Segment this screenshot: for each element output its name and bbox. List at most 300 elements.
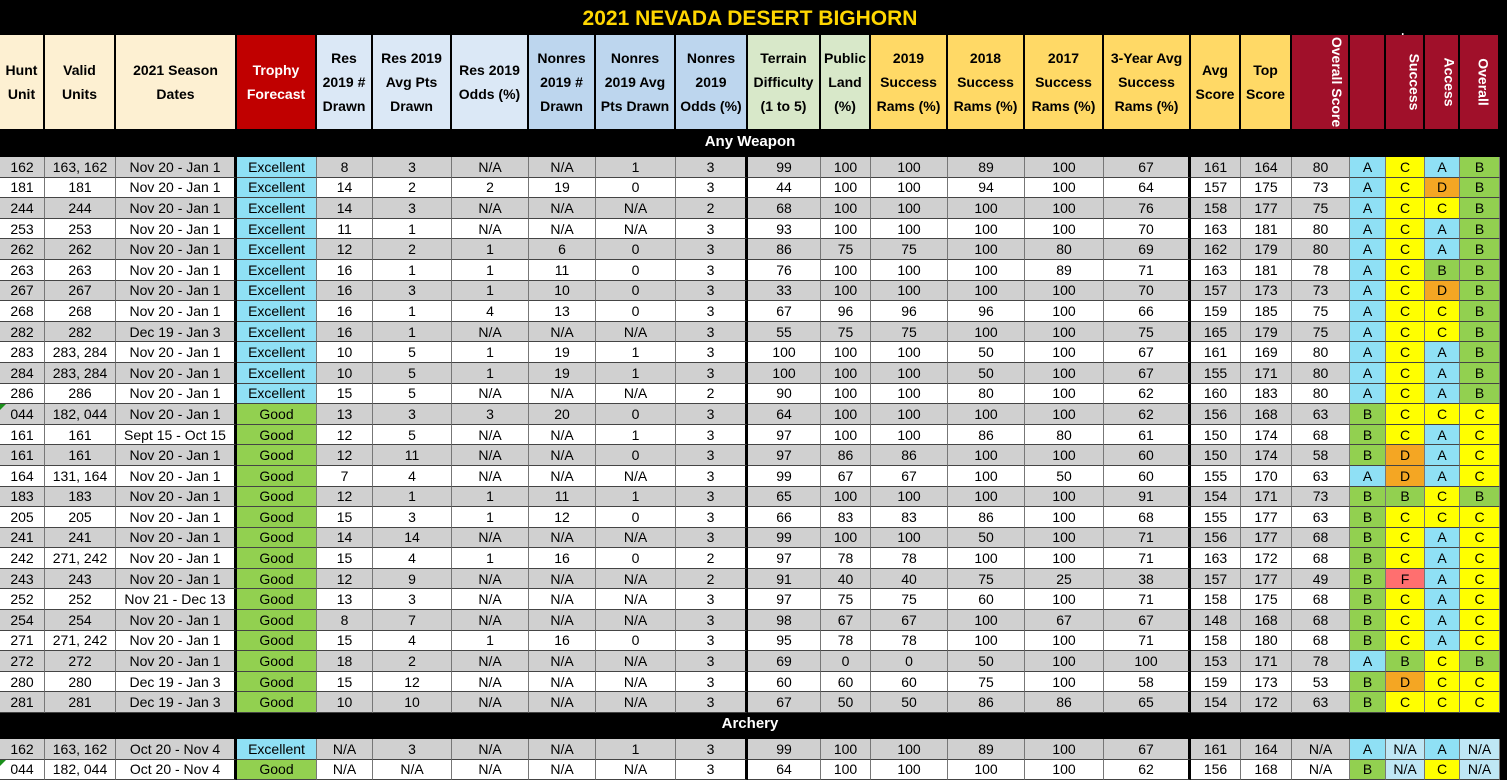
table-cell: 86 xyxy=(871,445,948,466)
header-avg-score: Avg Score xyxy=(1191,35,1241,131)
table-cell: D xyxy=(1386,445,1425,466)
table-cell: 16 xyxy=(317,301,373,322)
table-cell: 5 xyxy=(373,384,452,405)
table-cell: A xyxy=(1425,610,1460,631)
table-cell: 100 xyxy=(871,739,948,760)
table-cell: 100 xyxy=(821,363,871,384)
table-cell: N/A xyxy=(529,445,596,466)
header-success xyxy=(1386,35,1425,131)
table-cell: 67 xyxy=(1104,363,1191,384)
table-cell: 100 xyxy=(821,342,871,363)
table-cell: 164 xyxy=(1241,739,1292,760)
table-cell: 73 xyxy=(1292,281,1350,302)
table-cell: 38 xyxy=(1104,569,1191,590)
table-cell: 272 xyxy=(0,651,45,672)
table-cell: N/A xyxy=(596,219,676,240)
table-cell: N/A xyxy=(529,198,596,219)
table-cell: 283 xyxy=(0,342,45,363)
table-cell: 162 xyxy=(0,739,45,760)
table-cell: 63 xyxy=(1292,692,1350,713)
table-cell: 158 xyxy=(1191,631,1241,652)
table-cell: 67 xyxy=(871,466,948,487)
table-cell: 100 xyxy=(1025,528,1104,549)
table-cell: 163, 162 xyxy=(45,157,116,178)
table-cell: Good xyxy=(237,487,317,508)
table-cell: 1 xyxy=(452,342,529,363)
table-cell: Good xyxy=(237,760,317,780)
table-cell: C xyxy=(1425,507,1460,528)
table-cell: B xyxy=(1460,178,1500,199)
table-cell: 150 xyxy=(1191,445,1241,466)
table-cell: Excellent xyxy=(237,198,317,219)
table-cell: 80 xyxy=(1292,363,1350,384)
table-cell: 3 xyxy=(452,404,529,425)
table-cell: 80 xyxy=(1025,239,1104,260)
table-cell: Excellent xyxy=(237,322,317,343)
table-cell: 1 xyxy=(373,487,452,508)
table-cell: 25 xyxy=(1025,569,1104,590)
table-cell: 2 xyxy=(676,548,748,569)
table-cell: Excellent xyxy=(237,178,317,199)
table-cell: C xyxy=(1460,548,1500,569)
table-cell: 3 xyxy=(676,425,748,446)
table-cell: 20 xyxy=(529,404,596,425)
table-cell: 286 xyxy=(45,384,116,405)
table-cell: 100 xyxy=(948,487,1025,508)
table-cell: 60 xyxy=(821,672,871,693)
table-cell: 177 xyxy=(1241,507,1292,528)
table-cell: Good xyxy=(237,651,317,672)
table-cell: 100 xyxy=(948,239,1025,260)
table-cell: 100 xyxy=(948,760,1025,780)
table-cell: 67 xyxy=(1104,342,1191,363)
table-cell: 182, 044 xyxy=(45,760,116,780)
table-cell: 163 xyxy=(1191,260,1241,281)
table-cell: 100 xyxy=(948,322,1025,343)
table-cell: 168 xyxy=(1241,760,1292,780)
table-cell: 68 xyxy=(748,198,821,219)
table-cell: 68 xyxy=(1292,528,1350,549)
table-cell: Nov 20 - Jan 1 xyxy=(116,342,237,363)
table-cell: 100 xyxy=(1025,631,1104,652)
table-cell: 64 xyxy=(748,404,821,425)
table-cell: B xyxy=(1460,157,1500,178)
table-cell: 2 xyxy=(676,384,748,405)
table-cell: A xyxy=(1425,384,1460,405)
table-cell: 100 xyxy=(1025,157,1104,178)
table-cell: B xyxy=(1350,692,1386,713)
table-cell: 100 xyxy=(948,281,1025,302)
table-cell: 100 xyxy=(1025,384,1104,405)
table-cell: 4 xyxy=(373,631,452,652)
table-cell: 78 xyxy=(821,548,871,569)
table-cell: 15 xyxy=(317,384,373,405)
header-overall-label: Overall xyxy=(1475,58,1492,106)
table-cell: 3 xyxy=(373,198,452,219)
table-cell: 6 xyxy=(529,239,596,260)
table-cell: 67 xyxy=(1025,610,1104,631)
table-row xyxy=(0,631,1500,652)
table-row xyxy=(0,404,1500,425)
table-cell: 65 xyxy=(748,487,821,508)
table-cell: 4 xyxy=(373,466,452,487)
table-cell: 5 xyxy=(373,425,452,446)
table-cell: 14 xyxy=(317,198,373,219)
table-cell: 15 xyxy=(317,507,373,528)
table-cell: 75 xyxy=(871,239,948,260)
table-cell: 100 xyxy=(821,425,871,446)
table-cell: Good xyxy=(237,445,317,466)
table-cell: 179 xyxy=(1241,322,1292,343)
table-cell: 15 xyxy=(317,548,373,569)
table-cell: 96 xyxy=(871,301,948,322)
table-cell: C xyxy=(1425,672,1460,693)
table-row xyxy=(0,198,1500,219)
table-cell: 169 xyxy=(1241,342,1292,363)
table-cell: 16 xyxy=(529,548,596,569)
table-cell: 75 xyxy=(1104,322,1191,343)
table-cell: A xyxy=(1350,157,1386,178)
table-cell: 100 xyxy=(871,363,948,384)
table-cell: C xyxy=(1460,631,1500,652)
table-cell: 49 xyxy=(1292,569,1350,590)
table-cell: 50 xyxy=(821,692,871,713)
table-cell: 156 xyxy=(1191,528,1241,549)
table-cell: 86 xyxy=(1025,692,1104,713)
table-cell: 12 xyxy=(317,487,373,508)
table-cell: 161 xyxy=(45,425,116,446)
table-cell: 267 xyxy=(45,281,116,302)
table-cell: 67 xyxy=(1104,157,1191,178)
table-row xyxy=(0,219,1500,240)
table-cell: N/A xyxy=(1460,760,1500,780)
table-cell: 69 xyxy=(1104,239,1191,260)
table-cell: 83 xyxy=(821,507,871,528)
table-cell: 78 xyxy=(1292,260,1350,281)
table-cell: Good xyxy=(237,425,317,446)
table-cell: 68 xyxy=(1292,425,1350,446)
table-cell: 280 xyxy=(45,672,116,693)
table-cell: 3 xyxy=(676,692,748,713)
table-cell: Good xyxy=(237,528,317,549)
header-success-2019: 2019 Success Rams (%) xyxy=(871,35,948,131)
table-cell: 75 xyxy=(821,322,871,343)
table-cell: B xyxy=(1460,281,1500,302)
table-cell: 100 xyxy=(1025,219,1104,240)
table-cell: Nov 20 - Jan 1 xyxy=(116,651,237,672)
table-cell: 78 xyxy=(1292,651,1350,672)
table-cell: Good xyxy=(237,507,317,528)
table-cell: 100 xyxy=(871,342,948,363)
table-cell: 281 xyxy=(45,692,116,713)
table-cell: 241 xyxy=(45,528,116,549)
header-nonres-odds: Nonres 2019 Odds (%) xyxy=(676,35,748,131)
table-cell: 60 xyxy=(871,672,948,693)
table-cell: 1 xyxy=(452,363,529,384)
table-cell: 1 xyxy=(596,487,676,508)
table-cell: Nov 20 - Jan 1 xyxy=(116,198,237,219)
table-cell: 97 xyxy=(748,445,821,466)
table-cell: 71 xyxy=(1104,631,1191,652)
table-cell: 241 xyxy=(0,528,45,549)
table-cell: 78 xyxy=(871,548,948,569)
table-cell: B xyxy=(1350,631,1386,652)
table-cell: C xyxy=(1386,363,1425,384)
table-cell: 172 xyxy=(1241,548,1292,569)
table-cell: 2 xyxy=(373,651,452,672)
table-cell: 3 xyxy=(676,631,748,652)
table-cell: N/A xyxy=(452,528,529,549)
table-cell: 68 xyxy=(1292,589,1350,610)
table-cell: 75 xyxy=(948,569,1025,590)
table-cell: 3 xyxy=(373,589,452,610)
table-cell: 80 xyxy=(1025,425,1104,446)
table-row xyxy=(0,692,1500,713)
table-cell: 3 xyxy=(676,281,748,302)
table-cell: 75 xyxy=(948,672,1025,693)
table-row xyxy=(0,589,1500,610)
table-cell: N/A xyxy=(373,760,452,780)
table-cell: 177 xyxy=(1241,569,1292,590)
table-cell: 268 xyxy=(0,301,45,322)
header-overall xyxy=(1460,35,1500,131)
table-cell: 96 xyxy=(948,301,1025,322)
table-cell: N/A xyxy=(452,157,529,178)
table-cell: 173 xyxy=(1241,281,1292,302)
table-cell: A xyxy=(1350,281,1386,302)
table-cell: A xyxy=(1425,425,1460,446)
table-cell: 174 xyxy=(1241,425,1292,446)
table-cell: 253 xyxy=(45,219,116,240)
table-cell: 159 xyxy=(1191,301,1241,322)
table-cell: 100 xyxy=(871,219,948,240)
table-cell: 172 xyxy=(1241,692,1292,713)
table-cell: 3 xyxy=(373,157,452,178)
table-cell: 2 xyxy=(676,198,748,219)
table-cell: 3 xyxy=(676,157,748,178)
table-cell: Good xyxy=(237,404,317,425)
table-cell: 12 xyxy=(317,239,373,260)
table-cell: 3 xyxy=(676,342,748,363)
table-cell: A xyxy=(1350,384,1386,405)
table-cell: 0 xyxy=(596,404,676,425)
table-cell: 71 xyxy=(1104,528,1191,549)
table-cell: C xyxy=(1460,425,1500,446)
header-valid-units: Valid Units xyxy=(45,35,116,131)
table-cell: 254 xyxy=(0,610,45,631)
table-cell: C xyxy=(1386,281,1425,302)
table-cell: 69 xyxy=(748,651,821,672)
table-cell: B xyxy=(1350,507,1386,528)
table-row xyxy=(0,548,1500,569)
table-row xyxy=(0,363,1500,384)
table-cell: 75 xyxy=(1292,198,1350,219)
table-cell: N/A xyxy=(529,425,596,446)
table-cell: Nov 20 - Jan 1 xyxy=(116,404,237,425)
table-cell: 3 xyxy=(676,487,748,508)
table-cell: 0 xyxy=(596,631,676,652)
table-cell: 100 xyxy=(1025,672,1104,693)
table-cell: 100 xyxy=(871,198,948,219)
table-cell: Sept 15 - Oct 15 xyxy=(116,425,237,446)
table-cell: 158 xyxy=(1191,589,1241,610)
table-cell: B xyxy=(1460,239,1500,260)
table-cell: 19 xyxy=(529,178,596,199)
table-cell: 61 xyxy=(1104,425,1191,446)
table-cell: Excellent xyxy=(237,363,317,384)
table-cell: 100 xyxy=(821,219,871,240)
table-cell: 174 xyxy=(1241,445,1292,466)
table-cell: A xyxy=(1425,157,1460,178)
table-cell: B xyxy=(1460,322,1500,343)
table-cell: N/A xyxy=(452,672,529,693)
table-cell: 71 xyxy=(1104,548,1191,569)
table-cell: C xyxy=(1386,239,1425,260)
table-cell: 67 xyxy=(748,692,821,713)
table-cell: Nov 20 - Jan 1 xyxy=(116,239,237,260)
table-cell: 280 xyxy=(0,672,45,693)
table-cell: A xyxy=(1350,342,1386,363)
hunt-table xyxy=(0,35,1500,780)
table-cell: 64 xyxy=(748,760,821,780)
table-cell: 100 xyxy=(1025,548,1104,569)
table-cell: A xyxy=(1425,569,1460,590)
table-cell: 1 xyxy=(596,425,676,446)
table-cell: A xyxy=(1425,342,1460,363)
table-cell: 3 xyxy=(676,178,748,199)
table-cell: 282 xyxy=(0,322,45,343)
table-cell: 73 xyxy=(1292,178,1350,199)
table-cell: C xyxy=(1386,631,1425,652)
table-cell: 50 xyxy=(1025,466,1104,487)
table-cell: C xyxy=(1425,760,1460,780)
table-cell: 100 xyxy=(748,342,821,363)
table-cell: 161 xyxy=(1191,342,1241,363)
table-cell: 33 xyxy=(748,281,821,302)
header-res-odds: Res 2019 Odds (%) xyxy=(452,35,529,131)
table-cell: 156 xyxy=(1191,760,1241,780)
table-cell: C xyxy=(1386,157,1425,178)
table-cell: Nov 20 - Jan 1 xyxy=(116,384,237,405)
table-cell: 4 xyxy=(452,301,529,322)
header-access xyxy=(1425,35,1460,131)
table-cell: 83 xyxy=(871,507,948,528)
table-cell: 153 xyxy=(1191,651,1241,672)
table-cell: D xyxy=(1425,281,1460,302)
table-cell: Good xyxy=(237,569,317,590)
table-cell: 100 xyxy=(821,281,871,302)
table-cell: 271, 242 xyxy=(45,631,116,652)
table-cell: A xyxy=(1425,239,1460,260)
table-cell: C xyxy=(1425,322,1460,343)
table-cell: 1 xyxy=(452,281,529,302)
table-cell: 98 xyxy=(748,610,821,631)
table-cell: Excellent xyxy=(237,739,317,760)
table-cell: 68 xyxy=(1292,631,1350,652)
table-cell: 154 xyxy=(1191,487,1241,508)
table-cell: C xyxy=(1386,384,1425,405)
table-cell: 183 xyxy=(1241,384,1292,405)
table-cell: C xyxy=(1425,692,1460,713)
table-cell: D xyxy=(1386,672,1425,693)
table-cell: N/A xyxy=(529,219,596,240)
table-cell: C xyxy=(1386,178,1425,199)
table-cell: 80 xyxy=(948,384,1025,405)
table-cell: 19 xyxy=(529,342,596,363)
table-cell: 155 xyxy=(1191,466,1241,487)
table-row xyxy=(0,384,1500,405)
header-res-drawn: Res 2019 # Drawn xyxy=(317,35,373,131)
table-cell: 171 xyxy=(1241,363,1292,384)
table-cell: 1 xyxy=(596,342,676,363)
table-cell: 94 xyxy=(948,178,1025,199)
table-cell: Nov 20 - Jan 1 xyxy=(116,219,237,240)
table-cell: 66 xyxy=(1104,301,1191,322)
table-cell: 100 xyxy=(1025,487,1104,508)
table-cell: Nov 20 - Jan 1 xyxy=(116,610,237,631)
table-cell: 100 xyxy=(1025,281,1104,302)
table-cell: 157 xyxy=(1191,281,1241,302)
table-cell: Excellent xyxy=(237,342,317,363)
table-cell: 50 xyxy=(948,528,1025,549)
table-cell: 3 xyxy=(676,610,748,631)
table-cell: A xyxy=(1425,466,1460,487)
table-cell: 11 xyxy=(373,445,452,466)
table-cell: 100 xyxy=(821,260,871,281)
table-cell: 4 xyxy=(373,548,452,569)
table-cell: 50 xyxy=(948,342,1025,363)
table-cell: N/A xyxy=(529,672,596,693)
table-cell: N/A xyxy=(596,528,676,549)
table-cell: N/A xyxy=(596,651,676,672)
section-label: Archery xyxy=(0,713,1500,735)
table-cell: 100 xyxy=(871,487,948,508)
table-cell: 100 xyxy=(821,760,871,780)
table-cell: C xyxy=(1425,198,1460,219)
table-cell: 78 xyxy=(821,631,871,652)
table-cell: C xyxy=(1425,404,1460,425)
table-cell: 282 xyxy=(45,322,116,343)
table-cell: 10 xyxy=(317,363,373,384)
table-cell: 14 xyxy=(317,178,373,199)
table-cell: 71 xyxy=(1104,589,1191,610)
table-cell: 100 xyxy=(871,157,948,178)
table-cell: 243 xyxy=(45,569,116,590)
table-cell: 3 xyxy=(676,760,748,780)
table-cell: C xyxy=(1425,487,1460,508)
table-cell: 2 xyxy=(373,178,452,199)
table-cell: 100 xyxy=(1025,404,1104,425)
table-cell: 16 xyxy=(317,322,373,343)
table-cell: 93 xyxy=(748,219,821,240)
table-cell: D xyxy=(1425,178,1460,199)
table-cell: 99 xyxy=(748,157,821,178)
table-cell: N/A xyxy=(452,610,529,631)
table-cell: 271, 242 xyxy=(45,548,116,569)
table-cell: 181 xyxy=(45,178,116,199)
table-cell: 263 xyxy=(45,260,116,281)
table-cell: C xyxy=(1386,260,1425,281)
table-cell: 0 xyxy=(596,301,676,322)
table-cell: Good xyxy=(237,589,317,610)
table-cell: 80 xyxy=(1292,384,1350,405)
table-cell: 100 xyxy=(821,528,871,549)
table-cell: 99 xyxy=(748,528,821,549)
table-cell: B xyxy=(1460,260,1500,281)
table-cell: 1 xyxy=(452,487,529,508)
table-cell: Excellent xyxy=(237,301,317,322)
table-cell: 63 xyxy=(1292,466,1350,487)
